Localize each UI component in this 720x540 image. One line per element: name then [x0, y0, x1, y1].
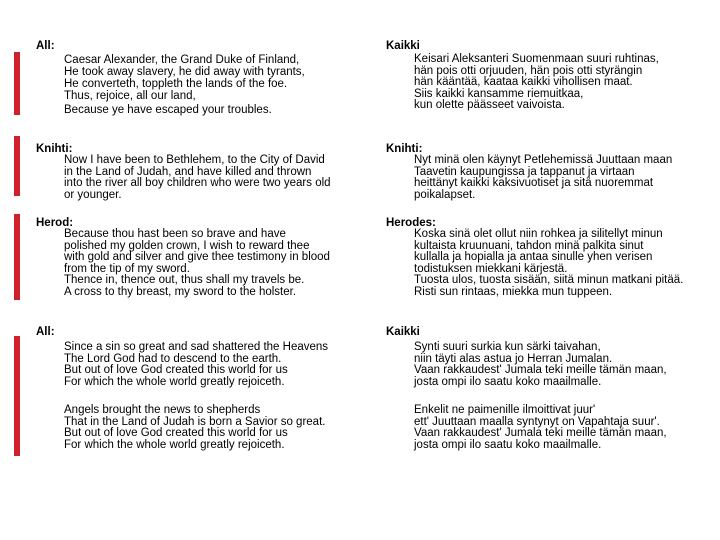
- verse-line: into the river all boy children who were two years old: [64, 177, 331, 189]
- verse-line: or younger.: [64, 188, 122, 201]
- verse-line: josta ompi ilo saatu koko maailmalle.: [414, 375, 602, 388]
- verse-line: Taavetin kaupungissa ja tappanut ja virtaan: [414, 165, 635, 178]
- margin-bar: [14, 52, 20, 115]
- speaker-label: Knihti:: [36, 143, 73, 155]
- verse-line: Caesar Alexander, the Grand Duke of Finland,: [64, 54, 300, 66]
- stanza-lines: [414, 342, 716, 388]
- verse-line: Angels brought the news to shepherds: [64, 404, 261, 416]
- verse-line: kullalla ja hopialla ja antaa sinulle yhen verisen: [414, 251, 653, 263]
- stanza-lines: [64, 405, 366, 451]
- stanza-lines: [414, 155, 716, 201]
- verse-line: Nyt minä olen käynyt Petlehemissä Juuttaan maan: [414, 154, 673, 166]
- stanza: [36, 405, 366, 451]
- speaker-label: All:: [36, 326, 55, 338]
- stanza-lines: [64, 54, 366, 116]
- verse-line: He took away slavery, he did away with tyrants,: [64, 66, 305, 78]
- verse-line: hän pois otti orjuuden, hän pois otti styrängin: [414, 64, 643, 77]
- verse-line: todistuksen miekkani kärjestä.: [414, 262, 568, 275]
- verse-line: with gold and silver and give thee testimony in blood: [64, 251, 330, 263]
- speaker-label: Herodes:: [386, 217, 436, 229]
- verse-line: kun olette päässeet vaivoista.: [414, 99, 565, 111]
- verse-line: heittänyt kaikki kaksivuotiset ja sitä nuoremmat: [414, 177, 654, 189]
- verse-line: But out of love God created this world for us: [64, 364, 288, 376]
- stanza: [386, 405, 716, 451]
- speaker-label: Kaikki: [386, 40, 420, 52]
- verse-line: Tuosta ulos, tuosta sisään, siitä minun matkani pitää.: [414, 274, 684, 286]
- verse-line: A cross to thy breast, my sword to the holster.: [64, 285, 297, 298]
- verse-line: But out of love God created this world for us: [64, 427, 288, 439]
- verse-line: Vaan rakkaudest' Jumala teki meille tämän maan,: [414, 427, 667, 439]
- verse-line: Thence in, thence out, thus shall my travels be.: [64, 274, 305, 286]
- verse-line: Now I have been to Bethlehem, to the City of David: [64, 154, 325, 166]
- verse-line: Keisari Aleksanteri Suomenmaan suuri ruhtinas,: [414, 53, 659, 65]
- stanza: [36, 326, 366, 388]
- stanza-lines: [64, 229, 366, 298]
- verse-line: For which the whole world greatly rejoiceth.: [64, 438, 285, 451]
- verse-line: Koska sinä olet ollut niin rohkea ja silitellyt minun: [414, 228, 663, 240]
- speaker-label: All:: [36, 40, 55, 52]
- margin-bar: [14, 214, 20, 300]
- verse-line: Siis kaikki kansamme riemuitkaa,: [414, 87, 584, 100]
- verse-line: Because thou hast been so brave and have: [64, 228, 286, 240]
- verse-line: hän kääntää, kaataa kaikki vihollisen maat.: [414, 76, 633, 88]
- verse-line: For which the whole world greatly rejoiceth.: [64, 375, 285, 388]
- verse-line: Since a sin so great and sad shattered the Heavens: [64, 341, 329, 353]
- verse-line: Risti sun rintaas, miekka mun tuppeen.: [414, 285, 613, 298]
- verse-line: The Lord God had to descend to the earth.: [64, 352, 282, 365]
- verse-line: ett' Juuttaan maalla syntynyt on Vapahtaja suur'.: [414, 415, 660, 428]
- verse-line: Enkelit ne paimenille ilmoittivat juur': [414, 404, 596, 416]
- verse-line: niin täyti alas astua jo Herran Jumalan.: [414, 352, 613, 365]
- stanza: [386, 217, 716, 298]
- stanza: [386, 143, 716, 201]
- verse-line: polished my golden crown, I wish to reward thee: [64, 239, 310, 252]
- speaker-label: Knihti:: [386, 143, 423, 155]
- verse-line: poikalapset.: [414, 188, 476, 201]
- verse-line: kultaista kruunuani, tahdon minä palkita sinut: [414, 239, 644, 252]
- stanza-lines: [64, 155, 366, 201]
- verse-line: Because ye have escaped your troubles.: [64, 104, 272, 116]
- verse-line: josta ompi ilo saatu koko maailmalle.: [414, 438, 602, 451]
- margin-bar: [14, 336, 20, 456]
- stanza-lines: [414, 54, 716, 112]
- stanza: [36, 217, 366, 298]
- verse-line: in the Land of Judah, and have killed and thrown: [64, 165, 312, 178]
- stanza: [36, 143, 366, 201]
- margin-bar: [14, 136, 20, 196]
- stanza-lines: [414, 405, 716, 451]
- verse-line: Synti suuri surkia kun särki taivahan,: [414, 341, 601, 353]
- stanza: [36, 40, 366, 116]
- stanza-lines: [414, 229, 716, 298]
- stanza: [386, 326, 716, 388]
- stanza-lines: [64, 342, 366, 388]
- verse-line: from the tip of my sword.: [64, 262, 190, 275]
- verse-line: That in the Land of Judah is born a Savior so great.: [64, 415, 326, 428]
- verse-line: Vaan rakkaudest' Jumala teki meille tämän maan,: [414, 364, 667, 376]
- verse-line: He converteth, toppleth the lands of the foe.: [64, 78, 288, 90]
- verse-line: Thus, rejoice, all our land,: [64, 90, 196, 102]
- stanza: [386, 40, 716, 112]
- speaker-label: Kaikki: [386, 326, 420, 338]
- speaker-label: Herod:: [36, 217, 74, 229]
